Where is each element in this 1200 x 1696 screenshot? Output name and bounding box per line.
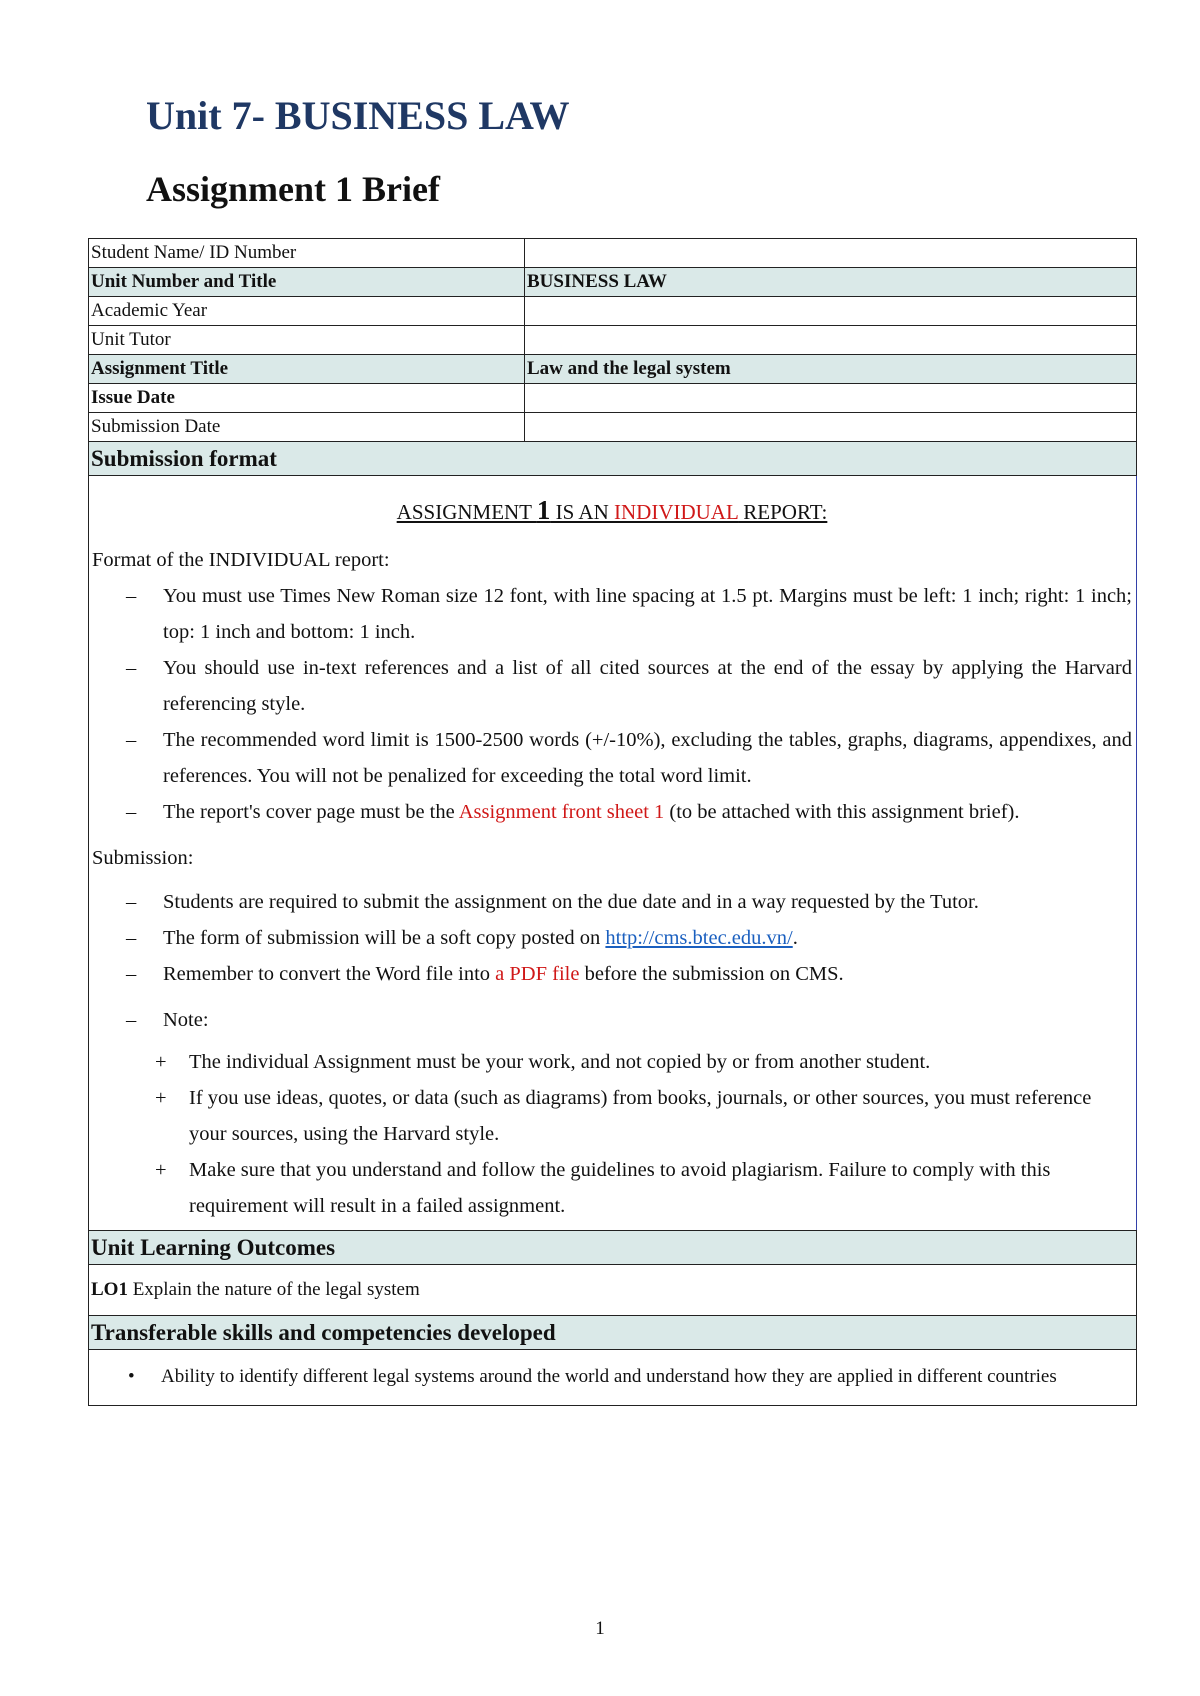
info-label: Academic Year bbox=[89, 297, 525, 326]
list-item: + Make sure that you understand and follow the guidelines to avoid plagiarism. Failure to comply with this requirement will result in a failed assignment. bbox=[155, 1159, 1051, 1217]
info-value bbox=[525, 413, 1137, 442]
info-value bbox=[525, 297, 1137, 326]
list-item: + The individual Assignment must be your work, and not copied by or from another student. bbox=[155, 1051, 931, 1073]
submission-format-heading: Submission format bbox=[89, 442, 1137, 476]
info-label: Unit Tutor bbox=[89, 326, 525, 355]
assignment-brief-table bbox=[88, 238, 1137, 1406]
list-item: – You should use in-text references and a list of all cited sources at the end of the essay by applying the Harvard referencing style. bbox=[126, 657, 1132, 715]
list-item: – Remember to convert the Word file into a PDF file before the submission on CMS. bbox=[126, 963, 844, 985]
info-label: Issue Date bbox=[89, 384, 525, 413]
list-item: + If you use ideas, quotes, or data (such as diagrams) from books, journals, or other sources, you must reference your sources, using the Harvard style. bbox=[155, 1087, 1092, 1145]
skills-heading: Transferable skills and competencies developed bbox=[89, 1316, 1137, 1350]
list-item-note: – Note: bbox=[126, 1009, 209, 1031]
list-item: – The report's cover page must be the Assignment front sheet 1 (to be attached with this assignment brief). bbox=[126, 801, 1020, 823]
list-item: • Ability to identify different legal systems around the world and understand how they are applied in different countries bbox=[128, 1366, 1057, 1387]
info-row-student bbox=[89, 239, 1137, 268]
list-item: – The recommended word limit is 1500-2500 words (+/-10%), excluding the tables, graphs, diagrams, appendixes, and references. You will not be penalized for exceeding the total word limit. bbox=[126, 729, 1132, 787]
info-row-issue-date bbox=[89, 384, 1137, 413]
info-label: Submission Date bbox=[89, 413, 525, 442]
info-row-assignment-title bbox=[89, 355, 1137, 384]
page-number: 1 bbox=[595, 1618, 605, 1639]
info-row-tutor bbox=[89, 326, 1137, 355]
info-value bbox=[525, 326, 1137, 355]
brief-title: Assignment 1 Brief bbox=[146, 169, 440, 209]
submission-list bbox=[92, 884, 1132, 1038]
list-item: – The form of submission will be a soft copy posted on http://cms.btec.edu.vn/. bbox=[126, 927, 798, 949]
unit-title: Unit 7- BUSINESS LAW bbox=[146, 93, 570, 138]
info-label: Unit Number and Title bbox=[89, 268, 525, 297]
list-item: – You must use Times New Roman size 12 font, with line spacing at 1.5 pt. Margins must be left: 1 inch; right: 1 inch; top: 1 inch and bottom: 1 inch. bbox=[126, 585, 1132, 643]
info-value bbox=[525, 384, 1137, 413]
format-list bbox=[92, 578, 1132, 830]
note-list bbox=[92, 1044, 1132, 1224]
info-value bbox=[525, 239, 1137, 268]
assignment-type-line: ASSIGNMENT 1 IS AN INDIVIDUAL REPORT: bbox=[396, 495, 828, 525]
info-value: Law and the legal system bbox=[525, 355, 1137, 384]
front-sheet-reference: Assignment front sheet 1 bbox=[458, 801, 665, 823]
submission-format-body bbox=[89, 476, 1137, 1231]
format-intro: Format of the INDIVIDUAL report: bbox=[92, 549, 390, 571]
info-row-submission-date bbox=[89, 413, 1137, 442]
learning-outcome-lo1: LO1 Explain the nature of the legal system bbox=[89, 1265, 1137, 1316]
info-value: BUSINESS LAW bbox=[525, 268, 1137, 297]
info-row-academic-year bbox=[89, 297, 1137, 326]
skills-body bbox=[89, 1350, 1137, 1406]
info-label: Student Name/ ID Number bbox=[89, 239, 525, 268]
list-item: – Students are required to submit the assignment on the due date and in a way requested by the Tutor. bbox=[126, 891, 979, 913]
cms-link[interactable]: http://cms.btec.edu.vn/ bbox=[605, 927, 793, 949]
learning-outcomes-heading: Unit Learning Outcomes bbox=[89, 1231, 1137, 1265]
submission-intro: Submission: bbox=[92, 847, 194, 869]
info-label: Assignment Title bbox=[89, 355, 525, 384]
info-row-unit bbox=[89, 268, 1137, 297]
